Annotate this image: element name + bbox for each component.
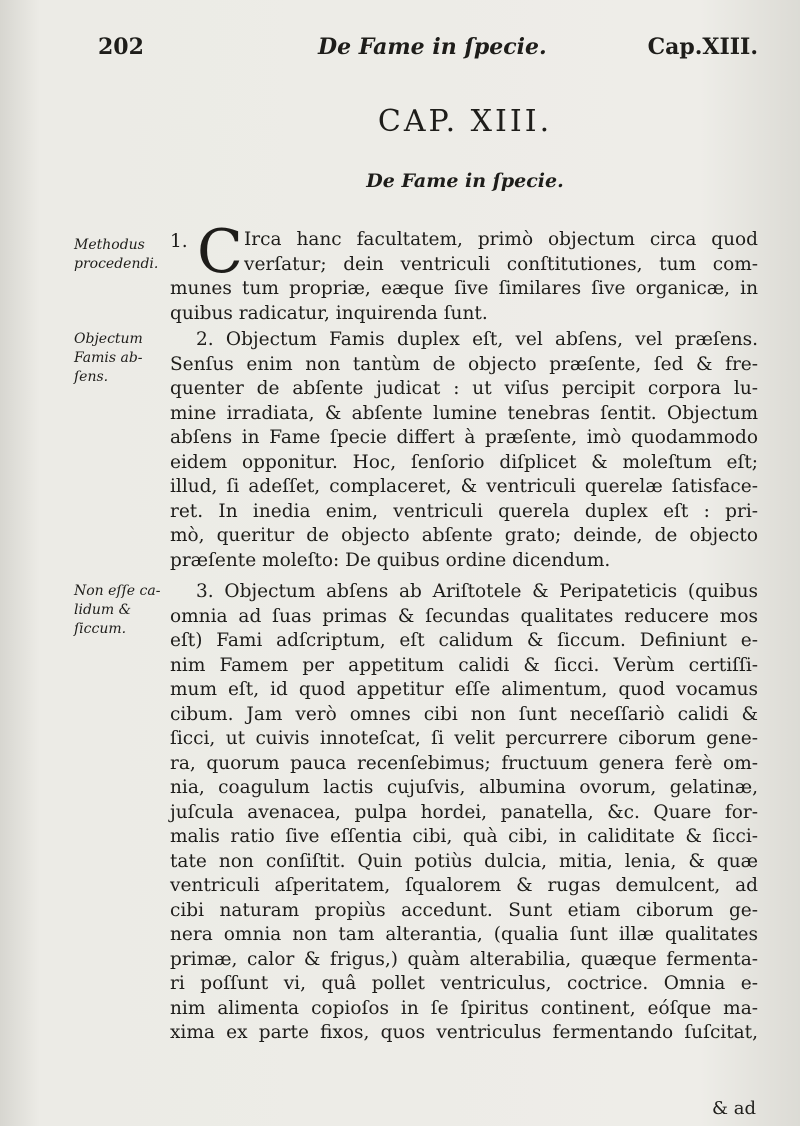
text-line: ri poſſunt vi, quâ pollet ventriculus, coctrice. Omnia e- <box>170 973 758 994</box>
catchword: & ad <box>712 1098 756 1119</box>
text-line: nim alimenta copioſos in ſe ſpiritus continent, eóſque ma- <box>170 997 758 1019</box>
drop-cap: C <box>197 217 243 287</box>
text-line: nim Famem per appetitum calidi & ſicci. Verùm certiſſi- <box>170 654 758 676</box>
margin-note-non-esse <box>74 582 166 639</box>
text-line: ret. In inedia enim, ventriculi querela duplex eſt : pri- <box>170 500 758 522</box>
chapter-subtitle: De Fame in ſpecie. <box>366 170 564 192</box>
text-line: primæ, calor & frigus,) quàm alterabilia, quæque fermenta- <box>170 948 758 970</box>
text-line: mine irradiata, & abſente lumine tenebras ſentit. Objectum <box>170 402 758 424</box>
text-line: malis ratio ſive eſſentia cibi, quà cibi, in caliditate & ſicci- <box>170 826 758 847</box>
running-title: De Fame in ſpecie. <box>318 34 547 60</box>
margin-note-line: Methodus <box>74 237 145 253</box>
text-line: eſt) Fami adſcriptum, eſt calidum & ſiccum. Definiunt e- <box>170 630 758 651</box>
paragraph-1 <box>170 217 758 326</box>
paragraph-2 <box>170 328 758 573</box>
text-line: cibum. Jam verò omnes cibi non ſunt neceſſariò calidi & <box>170 703 758 725</box>
text-line: juſcula avenacea, pulpa hordei, panatella, &c. Quare for- <box>170 801 758 823</box>
text-line: 2. Objectum Famis duplex eſt, vel abſens, vel præſens. <box>196 329 758 350</box>
text-line: verſatur; dein ventriculi conſtitutiones, tum com- <box>244 253 758 275</box>
text-line: ra, quorum pauca recenſebimus; fructuum genera ferè om- <box>170 752 758 774</box>
text-line: xima ex parte fixos, quos ventriculus fermentando ſuſcitat, <box>170 1022 758 1043</box>
text-line: munes tum propriæ, eæque ſive ſimilares ſive organicæ, in <box>170 278 758 299</box>
text-line: quibus radicatur, inquirenda ſunt. <box>170 302 488 324</box>
text-line: 3. Objectum abſens ab Ariſtotele & Peripateticis (quibus <box>196 581 758 602</box>
margin-note-methodus <box>74 236 166 274</box>
paragraph-number: 1. <box>170 231 188 252</box>
margin-note-objectum <box>74 330 166 387</box>
text-line: mò, queritur de objecto abſente grato; deinde, de objecto <box>170 525 758 546</box>
paragraph-3 <box>170 580 758 1046</box>
text-line: eidem opponitur. Hoc, ſenſorio diſplicet & moleſtum eſt; <box>170 451 758 473</box>
text-line: Senſus enim non tantùm de objecto præſente, ſed & fre- <box>170 353 758 375</box>
text-line: ventriculi aſperitatem, ſqualorem & rugas demulcent, ad <box>170 875 758 896</box>
text-line: tate non conſiſtit. Quin potiùs dulcia, mitia, lenia, & quæ <box>170 850 758 872</box>
text-line: Irca hanc facultatem, primò objectum circa quod <box>244 229 758 250</box>
text-line: nera omnia non tam alterantia, (qualia ſunt illæ qualitates <box>170 924 758 945</box>
margin-note-line: lidum & <box>74 602 132 618</box>
text-line: illud, ſi adeſſet, complaceret, & ventriculi querelæ ſatisface- <box>170 476 758 497</box>
text-line: abſens in Fame ſpecie differt à præſente, imò quodammodo <box>170 427 758 448</box>
text-line: mum eſt, id quod appetitur eſſe alimentum, quod vocamus <box>170 679 758 700</box>
text-line: præſente moleſto: De quibus ordine dicendum. <box>170 549 611 571</box>
text-line: quenter de abſente judicat : ut viſus percipit corpora lu- <box>170 378 758 399</box>
chapter-title: CAP. XIII. <box>377 104 553 139</box>
margin-note-line: ſens. <box>74 369 109 385</box>
margin-note-line: Non eſſe ca- <box>74 583 161 599</box>
margin-note-line: Famis ab- <box>74 350 143 366</box>
page-number: 202 <box>98 34 144 60</box>
text-line: nia, coagulum lactis cujuſvis, albumina ovorum, gelatinæ, <box>170 777 758 798</box>
chapter-reference: Cap.XIII. <box>647 34 758 60</box>
text-line: omnia ad ſuas primas & ſecundas qualitates reducere mos <box>170 605 758 627</box>
text-line: cibi naturam propiùs accedunt. Sunt etiam ciborum ge- <box>170 899 758 921</box>
running-head <box>98 34 758 64</box>
margin-note-line: ſiccum. <box>74 621 127 637</box>
margin-note-line: procedendi. <box>74 256 159 272</box>
margin-note-line: Objectum <box>74 331 143 347</box>
text-line: ſicci, ut cuivis innoteſcat, ſi velit percurrere ciborum gene- <box>170 728 758 749</box>
